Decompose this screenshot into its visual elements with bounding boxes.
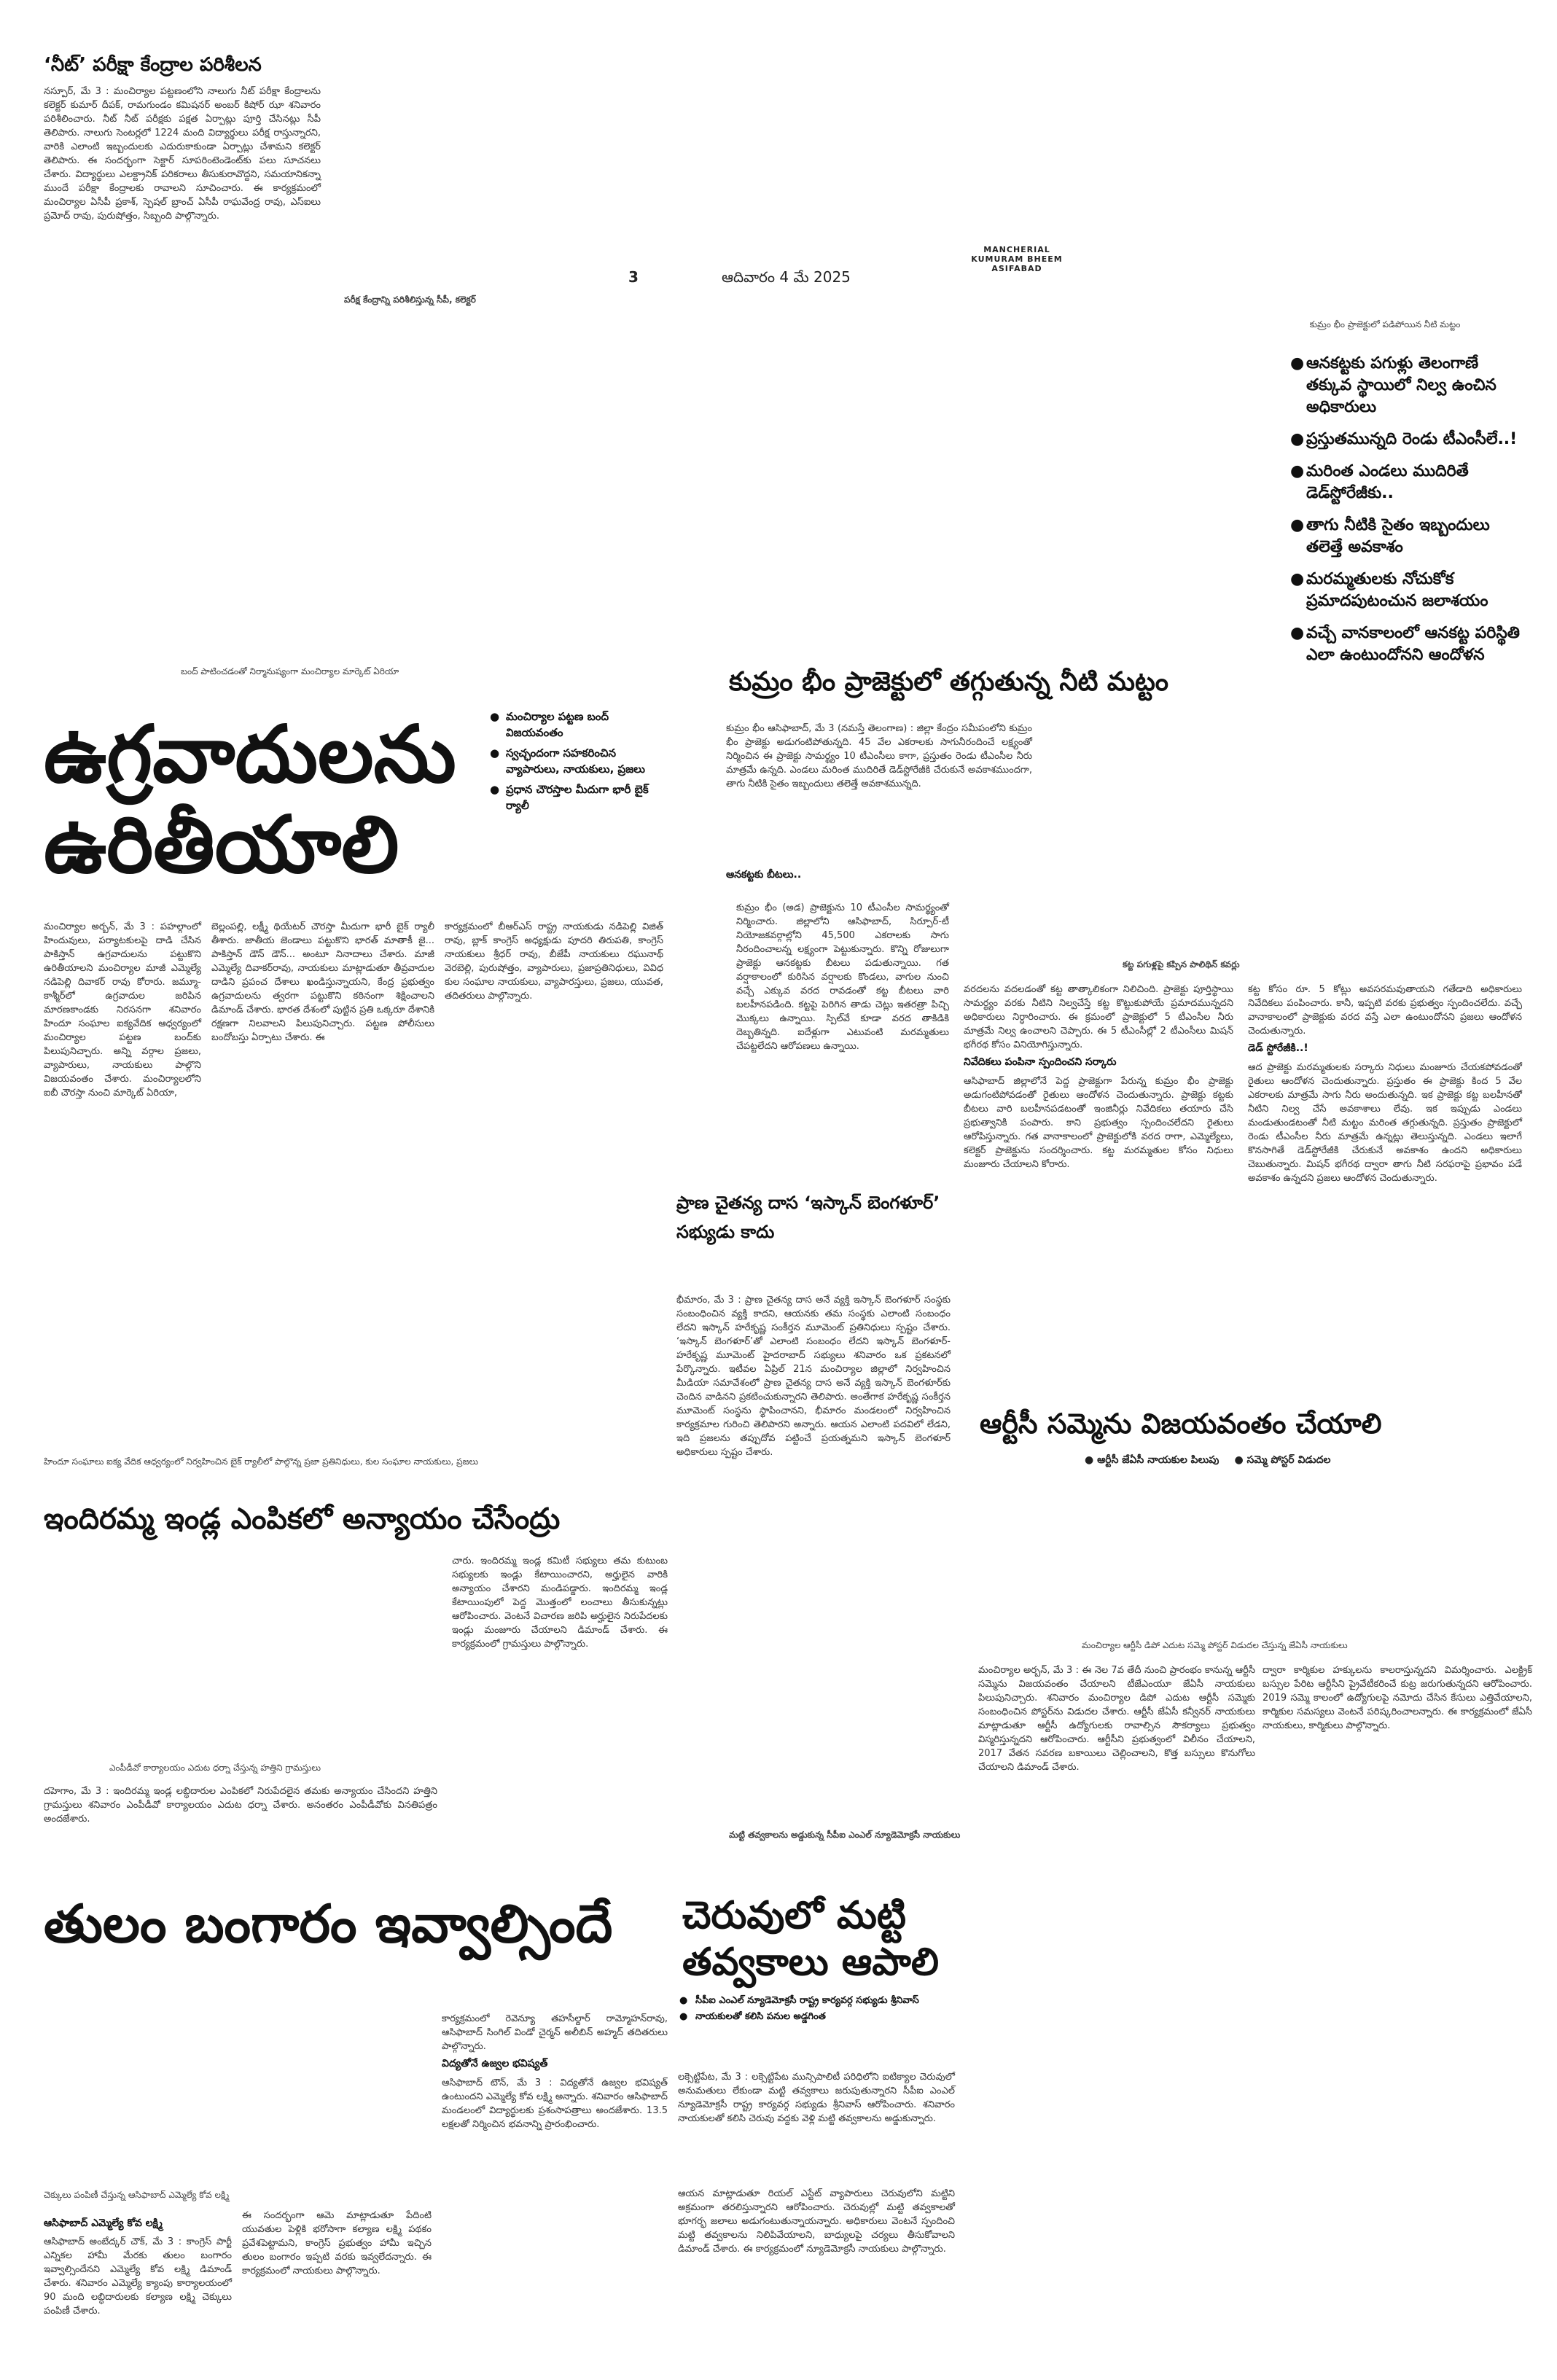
- tulam-subhead: ఆసిఫాబాద్ ఎమ్మెల్యే కోవ లక్ష్మి: [44, 2217, 163, 2229]
- cheruvu-point: ● సీపీఐ ఎంఎల్ న్యూడెమోక్రసీ రాష్ట్ర కార్యవర్గ సభ్యుడు శ్రీనివాస్: [679, 1994, 956, 2008]
- project-point: ● మరమ్మతులకు నోచుకోక ప్రమాదపుటంచున జలాశయం: [1290, 569, 1523, 612]
- rtc-photo-caption: మంచిర్యాల ఆర్టీసీ డిపో ఎదుట సమ్మె పోస్టర్ విడుదల చేస్తున్న జేఏసీ నాయకులు: [1082, 1640, 1348, 1650]
- project-point: ● ప్రస్తుతమున్నది రెండు టీఎంసీలే..!: [1290, 429, 1523, 450]
- neet-headline: ‘నీట్’ పరీక్షా కేంద్రాల పరిశీలన: [44, 54, 262, 76]
- kattu-body-4: ఆద ప్రాజెక్టు మరమ్మతులకు సర్కారు నిధులు మంజూరు చేయకపోవడంతో రైతులు ఆందోళన చెందుతున్నారు. ప్రస్తుతం ఈ ప్రాజెక్టు కింద 5 వేల ఎకరాలకు మాత్రమే సాగు నీరు అందుతున్నది. ఇక ప్రాజెక్టు కట్ట బలహీనతో నీటిని నిల్వ చేసే అవకాశాలు లేవు. ఇక ఇప్పుడు ఎండలు మండుతుండటంతో నీటి మట్టం మరింత తగ్గుతున్నది. ప్రస్తుతం ప్రాజెక్టులో రెండు టీఎంసీల నీరు మాత్రమే ఉన్నట్లు తెలుస్తున్నది. ఎండలు ఇలాగే కొనసాగితే డెడ్‌స్టోరేజీకి చేరుకునే అవకాశం ఉందని అధికారులు చెబుతున్నారు. మిషన్ భగీరథ ద్వారా తాగు నీటి సరఫరాపై ప్రభావం పడే అవకాశం ఉన్నదని ప్రజలు ఆందోళన చెందుతున్నారు.: [1248, 1062, 1522, 1184]
- kattu-col2: [1248, 983, 1522, 1185]
- tulam-body-2: ఈ సందర్భంగా ఆమె మాట్లాడుతూ పేదింటి యువతుల పెళ్లికి భరోసాగా కల్యాణ లక్ష్మి పథకం ప్రవేశపెట్టామని, కాంగ్రెస్ ప్రభుత్వం హామీ ఇచ్చిన తులం బంగారం ఇప్పటి వరకు ఇవ్వలేదన్నారు. ఈ కార్యక్రమంలో నాయకులు పాల్గొన్నారు.: [242, 2210, 432, 2276]
- kattu-body-2: ఆసిఫాబాద్ జిల్లాలోనే పెద్ద ప్రాజెక్టుగా పేరున్న కుమ్రం భీం ప్రాజెక్టు అడుగంటిపోవడంతో రైతులు ఆందోళన చెందుతున్నారు. ప్రాజెక్టు కట్టకు బీటలు వారి బలహీనపడటంతో ఇంజినీర్లు నివేదికలు తయారు చేసి ప్రభుత్వానికి పంపారు. కాని ప్రభుత్వం స్పందించలేదని రైతులు ఆరోపిస్తున్నారు. గత వానాకాలంలో ప్రాజెక్టులోకి వరద రాగా, ఎమ్మెల్యేలు, కలెక్టర్ ప్రాజెక్టును సందర్శించారు. కట్ట మరమ్మతుల కోసం నిధులు మంజూరు చేయాలని కోరారు.: [964, 1076, 1233, 1170]
- page-date: ఆదివారం 4 మే 2025: [722, 268, 851, 286]
- page-number: 3: [628, 268, 639, 286]
- project-point: ● ఆనకట్టకు పగుళ్లు తెలంగాణే తక్కువ స్థాయిలో నిల్వ ఉంచిన అధికారులు: [1290, 353, 1523, 418]
- cheruvu-headline: చెరువులో మట్టి తవ్వకాలు ఆపాలి: [682, 1894, 939, 1984]
- edition-line-2: KUMURAM BHEEM: [971, 254, 1063, 264]
- tulam-col3: [442, 2012, 668, 2131]
- ugra-kicker: బంద్ పాటించడంతో నిర్మానుష్యంగా మంచిర్యాల మార్కెట్ ఏరియా: [181, 666, 399, 676]
- tulam-body-3: కార్యక్రమంలో రెవెన్యూ తహసీల్దార్ రామ్మోహన్‌రావు, ఆసిఫాబాద్ సింగిల్ విండో చైర్మన్ అలీబిన్ అహ్మద్ తదితరులు పాల్గొన్నారు.: [442, 2013, 668, 2052]
- project-point: ● మరింత ఎండలు ముదిరితే డెడ్‌స్టోరేజీకు..: [1290, 461, 1523, 504]
- kattu-body-1: వరదలను వదలడంతో కట్ట తాత్కాలికంగా నిలిచింది. ప్రాజెక్టు పూర్తిస్థాయి సామర్థ్యం వరకు నీటిని నిల్వచేస్తే కట్ట కొట్టుకుపోయే ప్రమాదమున్నదని అధికారులు నిర్ధారించారు. ఈ క్రమంలో ప్రాజెక్టులో 5 టీఎంసీల నీరు మాత్రమే నిల్వ ఉంచాలని చెప్పారు. ఈ 5 టీఎంసీల్లో 2 టీఎంసీలు మిషన్ భగీరథ కోసం వినియోగిస్తున్నారు.: [964, 984, 1233, 1050]
- rtc-point: ● సమ్మె పోస్టర్ విడుదల: [1234, 1454, 1330, 1466]
- project-point: ● తాగు నీటికి సైతం ఇబ్బందులు తలెత్తే అవకాశం: [1290, 515, 1523, 558]
- project-highlights: [1290, 353, 1523, 676]
- kumram-headline: కుమ్రం భీం ప్రాజెక్టులో తగ్గుతున్న నీటి మట్టం: [729, 667, 1169, 697]
- project-photo-caption: కుమ్రం భీం ప్రాజెక్టులో పడిపోయిన నీటి మట్టం: [1309, 319, 1461, 329]
- kumram-body: కుమ్రం భీం (అడ) ప్రాజెక్టును 10 టీఎంసీల సామర్థ్యంతో నిర్మించారు. జిల్లాలోని ఆసిఫాబాద్, సిర్పూర్-టీ నియోజకవర్గాల్లోని 45,500 ఎకరాలకు సాగు నీరందించాలన్న లక్ష్యంగా పెట్టుకున్నారు. కొన్ని రోజులుగా ప్రాజెక్టు ఆనకట్టకు బీటలు పడుతున్నాయి. గత వర్షాకాలంలో కురిసిన వర్షాలకు కొండలు, వాగుల నుంచి వచ్చే ఎక్కువ వరద రావడంతో కట్ట బీటలు వారి బలహీనపడింది. కట్టపై పెరిగిన తాడు చెట్లు ఇతరత్రా పిచ్చి మొక్కలు ఉన్నాయి. స్పిల్‌వే కూడా వరద తాకిడికి దెబ్బతిన్నది. ఐదేళ్లుగా ఎటువంటి మరమ్మతులు చేపట్టలేదని ఆరోపణలు ఉన్నాయి.: [736, 902, 949, 1052]
- ugra-highlights: [490, 709, 665, 818]
- kumram-subhead: ఆనకట్టకు బీటలు..: [726, 869, 802, 881]
- tulam-body-4: ఆసిఫాబాద్ టౌన్, మే 3 : విద్యతోనే ఉజ్వల భవిష్యత్ ఉంటుందని ఎమ్మెల్యే కోవ లక్ష్మి అన్నారు. శనివారం ఆసిఫాబాద్ మండలంలో విద్యార్థులకు ప్రశంసాపత్రాలు అందజేశారు. 13.5 లక్షలతో నిర్మించిన భవనాన్ని ప్రారంభించారు.: [442, 2077, 668, 2130]
- indiramma-headline: ఇందిరమ్మ ఇండ్ల ఎంపికలో అన్యాయం చేసేంద్రు: [44, 1502, 561, 1536]
- ugra-point: ● ప్రధాన చౌరస్తాల మీదుగా భారీ బైక్ ర్యాలీ: [490, 781, 665, 814]
- indiramma-body-col1: దహెగాం, మే 3 : ఇందిరమ్మ ఇండ్ల లబ్ధిదారుల ఎంపికలో నిరుపేదలైన తమకు అన్యాయం చేసిందని హత్తిని గ్రామస్తులు శనివారం ఎంపీడీవో కార్యాలయం ఎదుట ధర్నా చేశారు. అనంతరం ఎంపీడీవోకు వినతిపత్రం అందజేశారు.: [44, 1786, 437, 1825]
- tulam-body-1: ఆసిఫాబాద్ అంబేద్కర్ చౌక్, మే 3 : కాంగ్రెస్ పార్టీ ఎన్నికల హామీ మేరకు తులం బంగారం ఇవ్వాల్సిందేనని ఎమ్మెల్యే కోవ లక్ష్మి డిమాండ్ చేశారు. శనివారం ఎమ్మెల్యే క్యాంపు కార్యాలయంలో 90 మంది లబ్ధిదారులకు కల్యాణ లక్ష్మి చెక్కులు పంపిణీ చేశారు.: [44, 2236, 232, 2317]
- kattu-photo-caption: కట్ట పగుళ్లపై కప్పిన పాలిథిన్ కవర్లు: [1123, 959, 1240, 969]
- ugra-point: ● స్వచ్ఛందంగా సహకరించిన వ్యాపారులు, నాయకులు, ప్రజలు: [490, 745, 665, 777]
- ugra-body-col1: మంచిర్యాల అర్బన్, మే 3 : పహల్గాంలో హిందువులు, పర్యాటకులపై దాడి చేసిన పాకిస్తాన్ ఉగ్రవాదులను పట్టుకొని ఉరితీయాలని మంచిర్యాల మాజీ ఎమ్మెల్యే నడిపెల్లి దివాకర్ రావు కోరారు. జమ్మూ-కాశ్మీర్‌లో ఉగ్రవాదుల జరిపిన మారణకాండకు నిరసనగా శనివారం హిందూ సంఘాల ఐక్యవేదిక ఆధ్వర్యంలో మంచిర్యాల పట్టణ బంద్‌కు పిలుపునిచ్చారు. అన్ని వర్గాల ప్రజలు, వ్యాపారులు, నాయకులు పాల్గొని విజయవంతం చేశారు. మంచిర్యాలలోని ఐబీ చౌరస్తా నుంచి మార్కెట్ ఏరియా,: [44, 921, 201, 1099]
- kattu-col1: [964, 983, 1233, 1171]
- rtc-headline: ఆర్టీసీ సమ్మెను విజయవంతం చేయాలి: [980, 1408, 1382, 1440]
- cheruvu-body-2: ఆయన మాట్లాడుతూ రియల్ ఎస్టేట్ వ్యాపారులు చెరువులోని మట్టిని అక్రమంగా తరలిస్తున్నారని ఆరోపించారు. చెరువుల్లో మట్టి తవ్వకాలతో భూగర్భ జలాలు అడుగంటుతున్నాయన్నారు. అధికారులు వెంటనే స్పందించి మట్టి తవ్వకాలను నిలిపివేయాలని, బాధ్యులపై చర్యలు తీసుకోవాలని డిమాండ్ చేశారు. ఈ కార్యక్రమంలో న్యూడెమోక్రసీ నాయకులు పాల్గొన్నారు.: [678, 2188, 955, 2255]
- prana-body: భీమారం, మే 3 : ప్రాణ చైతన్య దాస అనే వ్యక్తి ఇస్కాన్ బెంగళూర్ సంస్థకు సంబంధించిన వ్యక్తి కాదని, ఆయనకు తమ సంస్థకు ఎలాంటి సంబంధం లేదని ఇస్కాన్ హరేకృష్ణ సంకీర్తన మూమెంట్ ప్రతినిధులు స్పష్టం చేశారు. ‘ఇస్కాన్ బెంగళూర్’తో ఎలాంటి సంబంధం లేదని ఇస్కాన్ బెంగళూర్-హరేకృష్ణ మూమెంట్ హైదరాబాద్ సభ్యులు శనివారం ఒక ప్రకటనలో పేర్కొన్నారు. ఇటీవల ఏప్రిల్ 21న మంచిర్యాల జిల్లాలో నిర్వహించిన మీడియా సమావేశంలో ప్రాణ చైతన్య దాస అనే వ్యక్తి ఇస్కాన్ బెంగళూర్‌కు చెందిన వాడినని ప్రకటించుకున్నారని తెలిపారు. అంతేగాక హరేకృష్ణ సంకీర్తన మూమెంట్ సంస్థను స్థాపించానని, భీమారం మండలంలో నిర్వహించిన కార్యక్రమాల గురించి తెలిపారని అన్నారు. ఆయన ఎలాంటి పదవిలో లేడని, ఇది ప్రజలను తప్పుదోవ పట్టించే ప్రయత్నమని ఇస్కాన్ బెంగళూర్ అధికారులు స్పష్టం చేశారు.: [676, 1295, 951, 1458]
- kumram-intro: కుమ్రం భీం ఆసిఫాబాద్, మే 3 (నమస్తే తెలంగాణ) : జిల్లా కేంద్రం సమీపంలోని కుమ్రం భీం ప్రాజెక్టు అడుగంటిపోతున్నది. 45 వేల ఎకరాలకు సాగునీరందించే లక్ష్యంతో నిర్మించిన ఈ ప్రాజెక్టు సామర్థ్యం 10 టీఎంసీలు కాగా, ప్రస్తుతం రెండు టీఎంసీల నీరు మాత్రమే ఉన్నది. ఎండలు మరింత ముదిరితే డెడ్‌స్టోరేజీకి చేరుకునే అవకాశముందగా, తాగు నీటికి సైతం ఇబ్బందులు తలెత్తే అవకాశమున్నది.: [726, 723, 1032, 789]
- neet-body: నస్పూర్, మే 3 : మంచిర్యాల పట్టణంలోని నాలుగు నీట్ పరీక్షా కేంద్రాలను కలెక్టర్ కుమార్ దీపక్, రామగుండం కమిషనర్ అంబర్ కిషోర్ ఝా శనివారం పరిశీలించారు. నీట్ నీట్ పరీక్షకు పక్షత ఏర్పాట్లు పూర్తి చేసినట్లు సీపీ తెలిపారు. నాలుగు సెంటర్లలో 1224 మంది విద్యార్థులు పరీక్ష రాస్తున్నారని, వారికి ఎలాంటి ఇబ్బందులకు ఎదురుకాకుండా ఏర్పాట్లు చేశామని కలెక్టర్ తెలిపారు. ఈ సందర్భంగా సెక్టార్ సూపరింటెండెంట్‌కు పలు సూచనలు చేశారు. విద్యార్థులు ఎలక్ట్రానిక్ పరికరాలు తీసుకురావొద్దని, సమయానికన్నా ముందే పరీక్షా కేంద్రాలకు రావాలని సూచించారు. ఈ కార్యక్రమంలో మంచిర్యాల ఏసీపీ ప్రకాశ్, స్పెషల్ బ్రాంచ్ ఏసీపీ రాఘవేంద్ర రావు, ఎస్‌ఐలు ప్రమోద్ రావు, పురుషోత్తం, సిబ్బంది పాల్గొన్నారు.: [44, 86, 321, 222]
- tulam-subhead-2: విద్యతోనే ఉజ్వల భవిష్యత్: [442, 2058, 548, 2069]
- rtc-highlights: [1085, 1452, 1342, 1468]
- edition-label: [969, 245, 1064, 273]
- project-point: ● వచ్చే వానకాలంలో ఆనకట్ట పరిస్థితి ఎలా ఉంటుందోనని ఆందోళన: [1290, 623, 1523, 666]
- neet-photo-caption: పరీక్ష కేంద్రాన్ని పరిశీలిస్తున్న సీపీ, కలెక్టర్: [344, 294, 476, 305]
- rtc-point: ● ఆర్టీసీ జేఏసీ నాయకుల పిలుపు: [1085, 1454, 1219, 1466]
- cheruvu-body: లక్సెట్టిపేట, మే 3 : లక్సెట్టిపేట మున్సిపాలిటీ పరిధిలోని ఐటిక్యాల చెరువులో అనుమతులు లేకుండా మట్టి తవ్వకాలు జరుపుతున్నారని సీపీఐ ఎంఎల్ న్యూడెమోక్రసీ రాష్ట్ర కార్యవర్గ సభ్యుడు శ్రీనివాస్ ఆరోపించారు. శనివారం నాయకులతో కలిసి చెరువు వద్దకు వెళ్లి మట్టి తవ్వకాలను అడ్డుకున్నారు.: [678, 2072, 955, 2124]
- edition-line-1: MANCHERIAL: [983, 245, 1050, 254]
- ugra-point: ● మంచిర్యాల పట్టణ బంద్ విజయవంతం: [490, 709, 665, 741]
- cheruvu-highlights: [679, 1994, 956, 2026]
- kattu-body-3: కట్ట కోసం రూ. 5 కోట్లు అవసరమవుతాయని గతేడాది అధికారులు నివేదికలు పంపించారు. కానీ, ఇప్పటి వరకు ప్రభుత్వం స్పందించలేదు. వచ్చే వానాకాలంలో ప్రాజెక్టుకు వరద వస్తే ఎలా ఉంటుందోనని ప్రజలు ఆందోళన చెందుతున్నారు.: [1248, 984, 1522, 1037]
- indiramma-body-col2: చారు. ఇందిరమ్మ ఇండ్ల కమిటీ సభ్యులు తమ కుటుంబ సభ్యులకు ఇండ్లు కేటాయించారని, అర్హులైన వారికి అన్యాయం చేశారని మండిపడ్డారు. ఇందిరమ్మ ఇండ్ల కేటాయింపులో పెద్ద మొత్తంలో లంచాలు తీసుకున్నట్లు ఆరోపించారు. వెంటనే విచారణ జరిపి అర్హులైన నిరుపేదలకు ఇండ్లు మంజూరు చేయాలని డిమాండ్ చేశారు. ఈ కార్యక్రమంలో గ్రామస్తులు పాల్గొన్నారు.: [452, 1556, 668, 1650]
- cheruvu-point: ● నాయకులతో కలిసి పనుల అడ్డగింత: [679, 2010, 956, 2024]
- prana-headline: ప్రాణ చైతన్య దాస ‘ఇస్కాన్ బెంగళూర్’ సభ్యుడు కాదు: [676, 1193, 940, 1242]
- edition-line-3: ASIFABAD: [991, 264, 1042, 273]
- ugra-body-col3: కార్యక్రమంలో బీఆర్‌ఎస్ రాష్ట్ర నాయకుడు నడిపెల్లి విజిత్ రావు, బ్లాక్ కాంగ్రెస్ అధ్యక్షుడు పూదరి తిరుపతి, కాంగ్రెస్ నాయకులు శ్రీధర్ రావు, బీజేపీ నాయకులు రఘునాథ్ వెరబెల్లి, పురుషోత్తం, వ్యాపారులు, ప్రజాప్రతినిధులు, వివిధ కుల సంఘాల నాయకులు, వ్యాపారస్తులు, ప్రజలు, యువత, తదితరులు పాల్గొన్నారు.: [445, 921, 663, 1002]
- tulam-photo-caption: చెక్కులు పంపిణీ చేస్తున్న ఆసిఫాబాద్ ఎమ్మెల్యే కోవ లక్ష్మి: [44, 2190, 230, 2200]
- cheruvu-kicker: మట్టి తవ్వకాలను అడ్డుకున్న సీపీఐ ఎంఎల్ న్యూడెమోక్రసీ నాయకులు: [729, 1830, 961, 1840]
- ugra-photo-caption: హిందూ సంఘాలు ఐక్య వేదిక ఆధ్వర్యంలో నిర్వహించిన బైక్ ర్యాలీలో పాల్గొన్న ప్రజా ప్రతినిధులు, కుల సంఘాల నాయకులు, ప్రజలు: [44, 1456, 479, 1467]
- rtc-body-col1: మంచిర్యాల అర్బన్, మే 3 : ఈ నెల 7వ తేదీ నుంచి ప్రారంభం కానున్న ఆర్టీసీ సమ్మెను విజయవంతం చేయాలని టీజేఎంయూ జేఏసీ నాయకులు పిలుపునిచ్చారు. శనివారం మంచిర్యాల డిపో ఎదుట ఆర్టీసీ సమ్మెకు సంబంధించిన పోస్టర్‌ను విడుదల చేశారు. ఆర్టీసీ జేఏసీ కన్వీనర్ నాయకులు మాట్లాడుతూ ఆర్టీసీ ఉద్యోగులకు రావాల్సిన సౌకర్యాలు ప్రభుత్వం విస్మరిస్తున్నదని ఆరోపించారు. ఆర్టీసీని ప్రభుత్వంలో విలీనం చేయాలని, 2017 వేతన సవరణ బకాయిలు చెల్లించాలని, కొత్త బస్సులు కొనుగోలు చేయాలని డిమాండ్ చేశారు.: [978, 1665, 1255, 1773]
- indiramma-photo-caption: ఎంపీడీవో కార్యాలయం ఎదుట ధర్నా చేస్తున్న హత్తిని గ్రామస్తులు: [109, 1763, 321, 1773]
- kattu-subhead-2: డెడ్ స్టోరేజీకి..!: [1248, 1042, 1308, 1054]
- ugra-body-col2: బెల్లంపల్లి, లక్ష్మీ థియేటర్ చౌరస్తా మీదుగా భారీ బైక్ ర్యాలీ తీశారు. జాతీయ జెండాలు పట్టుకొని భారత్ మాతాకీ జై... పాకిస్తాన్ డౌన్ డౌన్... అంటూ నినాదాలు చేశారు. మాజీ ఎమ్మెల్యే దివాకర్‌రావు, నాయకులు మాట్లాడుతూ తీవ్రవాదుల దాడిని ప్రపంచ దేశాలు ఖండిస్తున్నాయని, కేంద్ర ప్రభుత్వం ఉగ్రవాదులను త్వరగా పట్టుకొని కఠినంగా శిక్షించాలని డిమాండ్ చేశారు. భారత దేశంలో పుట్టిన ప్రతి ఒక్కరూ దేశానికి రక్షణగా నిలవాలని పిలుపునిచ్చారు. పట్టణ పోలీసులు బందోబస్తు ఏర్పాటు చేశారు. ఈ: [211, 921, 434, 1043]
- ugra-headline: ఉగ్రవాదులను ఉరితీయాలి: [44, 709, 456, 891]
- neet-article: [44, 52, 321, 223]
- rtc-body-col2: ద్వారా కార్మికుల హక్కులను కాలరాస్తున్నదని విమర్శించారు. ఎలక్ట్రిక్ బస్సుల పేరిట ఆర్టీసీని ప్రైవేటీకరించే కుట్ర జరుగుతున్నదని ఆరోపించారు. 2019 సమ్మె కాలంలో ఉద్యోగులపై నమోదు చేసిన కేసులు ఎత్తివేయాలని, కార్మికుల సమస్యలు వెంటనే పరిష్కరించాలన్నారు. ఈ కార్యక్రమంలో జేఏసీ నాయకులు, కార్మికులు పాల్గొన్నారు.: [1263, 1665, 1532, 1731]
- kattu-subhead: నివేదికలు పంపినా స్పందించని సర్కారు: [964, 1056, 1117, 1068]
- tulam-headline: తులం బంగారం ఇవ్వాల్సిందే: [44, 1893, 613, 1954]
